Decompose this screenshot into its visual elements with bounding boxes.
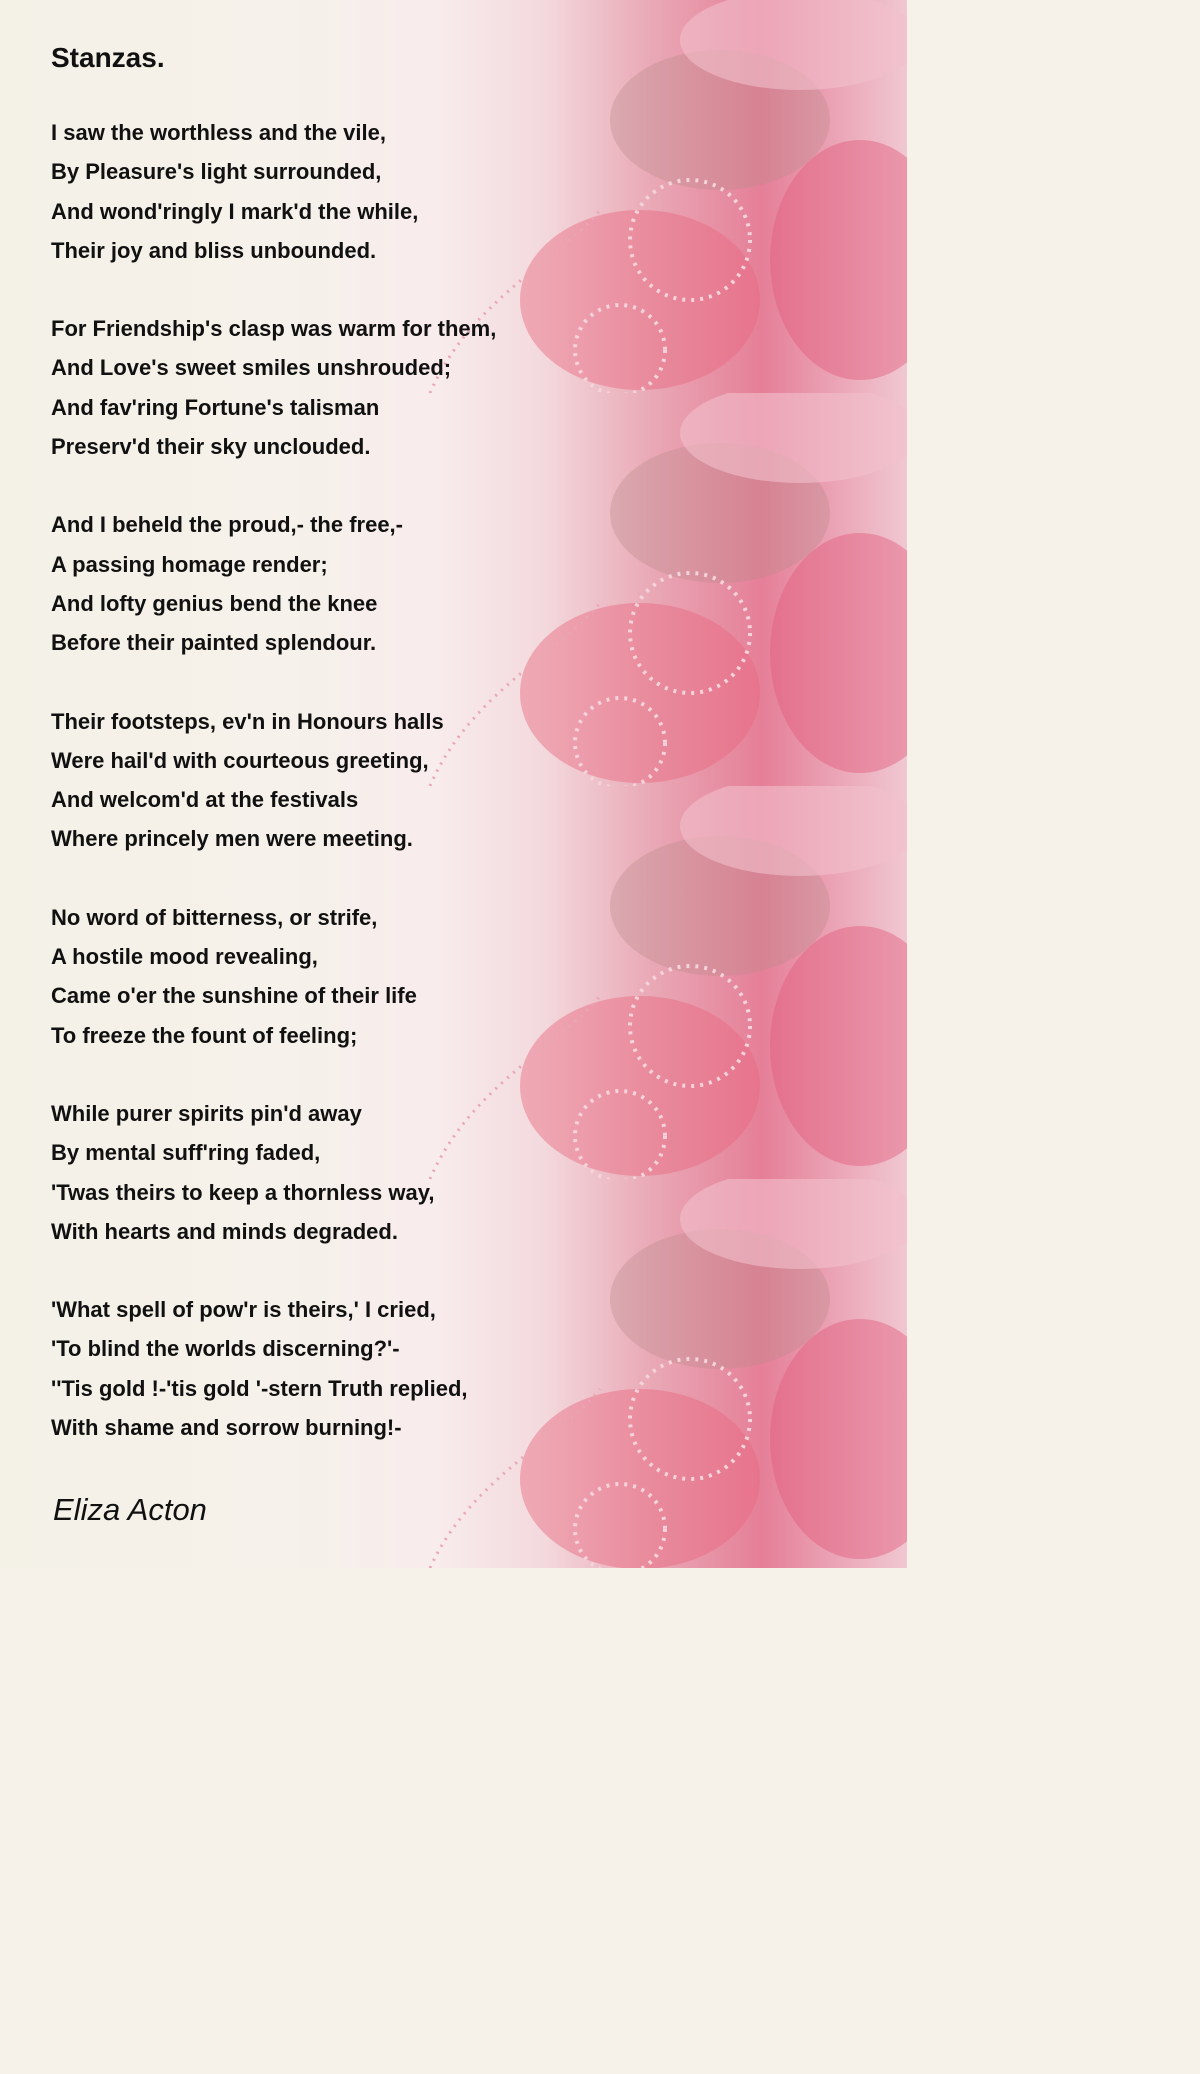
poem-line: No word of bitterness, or strife, [51,904,378,930]
poem-line: Preserv'd their sky unclouded. [51,434,371,460]
poem-body [51,113,611,1486]
stanza-5 [51,898,611,1055]
poem-line: To freeze the fount of feeling; [51,1022,358,1048]
poem-line: By mental suff'ring faded, [51,1140,321,1166]
stanza-3 [51,505,611,662]
stanza-4 [51,702,611,859]
stanza-2 [51,309,611,466]
poem-line: With hearts and minds degraded. [51,1218,398,1244]
poem-line: Before their painted splendour. [51,630,377,656]
poem-line: With shame and sorrow burning!- [51,1415,402,1441]
poem-line: I saw the worthless and the vile, [51,120,386,145]
poem-line: ''Tis gold !-'tis gold '-stern Truth replied, [51,1375,468,1401]
poem-line: And wond'ringly I mark'd the while, [51,198,419,224]
poem-author: Eliza Acton [53,1492,207,1527]
poem-line: A hostile mood revealing, [51,944,318,970]
poem-line: For Friendship's clasp was warm for them, [51,316,497,342]
stanza-1 [51,113,611,270]
poem-line: By Pleasure's light surrounded, [51,159,382,185]
poem-line: Came o'er the sunshine of their life [51,983,417,1009]
poem-line: And fav'ring Fortune's talisman [51,394,380,420]
poem-line: While purer spirits pin'd away [51,1100,362,1126]
poem-title: Stanzas. [51,42,165,73]
poem-line: Their footsteps, ev'n in Honours halls [51,708,444,734]
poem-line: And lofty genius bend the knee [51,590,378,616]
poem-line: A passing homage render; [51,551,328,577]
poem-line: And Love's sweet smiles unshrouded; [51,355,452,381]
poem-line: 'What spell of pow'r is theirs,' I cried, [51,1297,436,1323]
stanza-6 [51,1094,611,1251]
stanza-7 [51,1290,611,1447]
poem-line: 'To blind the worlds discerning?'- [51,1336,400,1362]
poem-line: Where princely men were meeting. [51,826,413,852]
poem-line: Their joy and bliss unbounded. [51,237,377,263]
poem-line: And welcom'd at the festivals [51,787,359,813]
poem-line: And I beheld the proud,- the free,- [51,512,403,538]
poem-line: 'Twas theirs to keep a thornless way, [51,1179,435,1205]
poem-line: Were hail'd with courteous greeting, [51,747,429,773]
